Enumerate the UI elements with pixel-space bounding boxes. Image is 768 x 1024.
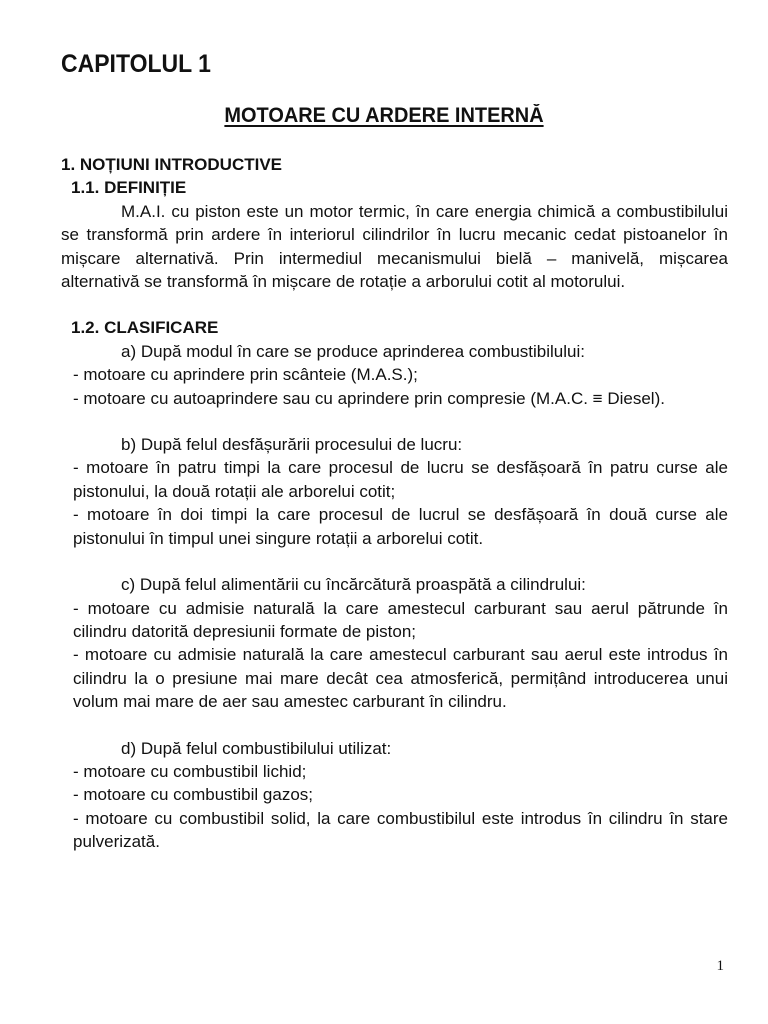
subsection-heading-definition: 1.1. DEFINIȚIE: [71, 178, 187, 198]
chapter-title: MOTOARE CU ARDERE INTERNĂ: [224, 104, 544, 127]
list-item: - motoare în patru timpi la care procesul de lucru se desfășoară în patru curse ale pistonului, la două rotații ale arborelui cotit;: [73, 458, 728, 501]
list-item: - motoare cu combustibil lichid;: [73, 761, 307, 781]
classification-intro-b: b) După felul desfășurării procesului de lucru:: [121, 435, 463, 455]
list-item: - motoare în doi timpi la care procesul de lucrul se desfășoară în două curse ale pistonului în timpul unei singure rotații a arborelui cotit.: [73, 505, 728, 548]
spacer: [61, 550, 728, 573]
subsection-heading-classification: 1.2. CLASIFICARE: [71, 318, 219, 338]
body-text: [61, 153, 728, 854]
list-item: - motoare cu aprindere prin scânteie (M.A.S.);: [73, 365, 418, 385]
classification-intro-c: c) După felul alimentării cu încărcătură proaspătă a cilindrului:: [121, 575, 586, 595]
list-item: - motoare cu admisie naturală la care amestecul carburant sau aerul este introdus în cilindru la o presiune mai mare decât cea atmosferică, permițând introducerea unui volum mai mare de aer sau amestec carburant în cilindru.: [73, 645, 728, 712]
classification-intro-d: d) După felul combustibilului utilizat:: [121, 738, 392, 758]
list-item: - motoare cu autoaprindere sau cu aprindere prin compresie (M.A.C. ≡ Diesel).: [73, 388, 665, 408]
definition-paragraph: M.A.I. cu piston este un motor termic, în care energia chimică a combustibilului se transformă prin ardere în interiorul cilindrilor în lucru mecanic cedat pistoanelor în mișcare alternativă. Prin intermediul mecanismului bielă – manivelă, mișcarea alternativă se transformă în mișcare de rotație a arborului cotit al motorului.: [61, 201, 728, 292]
list-item: - motoare cu admisie naturală la care amestecul carburant sau aerul pătrunde în cilindru datorită depresiunii formate de piston;: [73, 598, 728, 641]
spacer: [61, 714, 728, 737]
list-item: - motoare cu combustibil solid, la care combustibilul este introdus în cilindru în stare pulverizată.: [73, 808, 728, 852]
section-heading-introductory: 1. NOȚIUNI INTRODUCTIVE: [61, 155, 283, 174]
classification-intro-a: a) După modul în care se produce aprinderea combustibilului:: [121, 341, 585, 361]
spacer: [61, 410, 728, 433]
chapter-label: CAPITOLUL 1: [61, 50, 211, 78]
page-number: 1: [716, 958, 724, 974]
list-item: - motoare cu combustibil gazos;: [73, 785, 313, 805]
spacer: [61, 293, 728, 316]
